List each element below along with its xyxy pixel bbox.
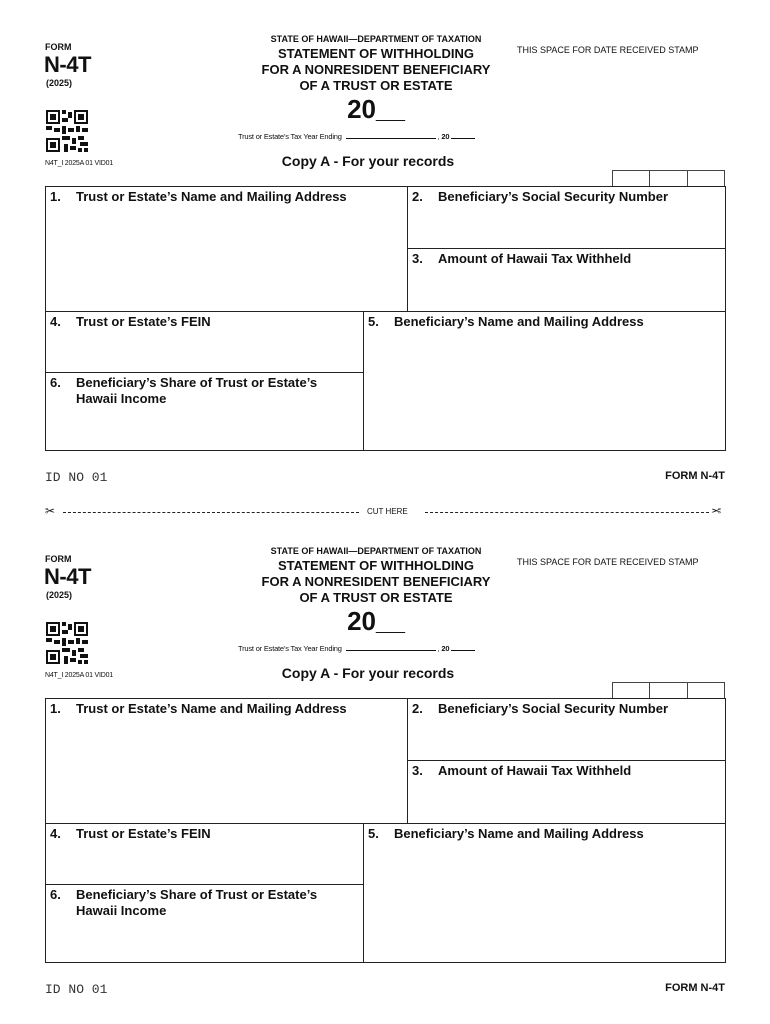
field-label: Trust or Estate’s Name and Mailing Address (76, 701, 347, 716)
field-label: Beneficiary’s Social Security Number (438, 189, 669, 204)
year-field[interactable]: 20__ (347, 94, 405, 124)
field-number: 4. (50, 314, 61, 329)
form-year: (2025) (46, 590, 73, 600)
tax-year-ending (238, 644, 475, 653)
copy-label: Copy A - For your records (281, 665, 455, 681)
form-label: FORM (45, 42, 72, 52)
field-number: 5. (368, 826, 379, 841)
form-title (200, 558, 552, 606)
stamp-space-label: THIS SPACE FOR DATE RECEIVED STAMP (517, 557, 699, 567)
field-6-beneficiary-share[interactable] (46, 373, 364, 450)
field-number: 6. (50, 887, 61, 902)
form-copy-top (0, 0, 770, 500)
id-number: ID NO 01 (45, 470, 108, 485)
tax-year-ending-label: Trust or Estate’s Tax Year Ending (238, 644, 342, 653)
department-name: STATE OF HAWAII—DEPARTMENT OF TAXATION (270, 546, 482, 556)
stamp-box (688, 683, 724, 698)
form-fields-grid (45, 698, 726, 963)
field-number: 1. (50, 189, 61, 204)
form-label: FORM (45, 554, 72, 564)
doc-id: N4T_I 2025A 01 VID01 (45, 672, 113, 679)
form-footer: FORM N-4T (665, 982, 725, 994)
field-5-beneficiary-name-address[interactable] (364, 823, 725, 962)
stamp-space-label: THIS SPACE FOR DATE RECEIVED STAMP (517, 45, 699, 55)
stamp-box (650, 171, 687, 186)
field-2-beneficiary-ssn[interactable] (408, 187, 725, 249)
title-line: OF A TRUST OR ESTATE (299, 590, 453, 605)
form-number: N-4T (44, 564, 91, 589)
title-line: STATEMENT OF WITHHOLDING (278, 558, 474, 573)
field-5-beneficiary-name-address[interactable] (364, 311, 725, 450)
field-label: Trust or Estate’s Name and Mailing Address (76, 189, 347, 204)
tax-year-ending (238, 132, 475, 141)
form-year: (2025) (46, 78, 73, 88)
form-footer: FORM N-4T (665, 470, 725, 482)
doc-id: N4T_I 2025A 01 VID01 (45, 160, 113, 167)
field-3-hawaii-tax-withheld[interactable] (408, 761, 725, 823)
id-number: ID NO 01 (45, 982, 108, 997)
form-title (200, 46, 552, 94)
department-name: STATE OF HAWAII—DEPARTMENT OF TAXATION (270, 34, 482, 44)
tax-year-ending-comma: , (437, 644, 440, 653)
field-number: 3. (412, 763, 423, 778)
field-6-beneficiary-share[interactable] (46, 885, 364, 962)
title-line: STATEMENT OF WITHHOLDING (278, 46, 474, 61)
field-label: Beneficiary’s Name and Mailing Address (394, 314, 644, 329)
field-label: Amount of Hawaii Tax Withheld (438, 763, 632, 778)
field-2-beneficiary-ssn[interactable] (408, 699, 725, 761)
stamp-boxes (612, 682, 725, 698)
field-number: 6. (50, 375, 61, 390)
field-label: Amount of Hawaii Tax Withheld (438, 251, 632, 266)
field-1-trust-name-address[interactable] (46, 699, 408, 823)
field-number: 4. (50, 826, 61, 841)
field-label: Beneficiary’s Share of Trust or Estate’s Hawaii Income (76, 375, 318, 406)
title-line: OF A TRUST OR ESTATE (299, 78, 453, 93)
tax-year-ending-line[interactable] (346, 138, 436, 139)
copy-label: Copy A - For your records (281, 153, 455, 169)
field-1-trust-name-address[interactable] (46, 187, 408, 311)
field-number: 3. (412, 251, 423, 266)
field-4-trust-fein[interactable] (46, 311, 364, 373)
title-line: FOR A NONRESIDENT BENEFICIARY (261, 62, 491, 77)
field-label: Beneficiary’s Share of Trust or Estate’s Hawaii Income (76, 887, 318, 918)
stamp-box (688, 171, 724, 186)
field-number: 5. (368, 314, 379, 329)
title-line: FOR A NONRESIDENT BENEFICIARY (261, 574, 491, 589)
field-3-hawaii-tax-withheld[interactable] (408, 249, 725, 311)
field-label: Trust or Estate’s FEIN (76, 314, 211, 329)
stamp-box (613, 171, 650, 186)
field-number: 2. (412, 701, 423, 716)
tax-year-ending-label: Trust or Estate’s Tax Year Ending (238, 132, 342, 141)
year-field[interactable]: 20__ (347, 606, 405, 636)
tax-year-century: 20 (441, 644, 450, 653)
stamp-boxes (612, 170, 725, 186)
stamp-box (613, 683, 650, 698)
tax-year-ending-line[interactable] (346, 650, 436, 651)
form-number: N-4T (44, 52, 91, 77)
field-4-trust-fein[interactable] (46, 823, 364, 885)
qr-code-icon (46, 622, 88, 664)
qr-code-icon (46, 110, 88, 152)
tax-year-ending-comma: , (437, 132, 440, 141)
tax-year-line[interactable] (451, 650, 475, 651)
scissors-icon: ✂ (711, 504, 722, 518)
field-label: Beneficiary’s Social Security Number (438, 701, 669, 716)
tax-year-century: 20 (441, 132, 450, 141)
tax-year-line[interactable] (451, 138, 475, 139)
field-label: Trust or Estate’s FEIN (76, 826, 211, 841)
field-number: 1. (50, 701, 61, 716)
form-fields-grid (45, 186, 726, 451)
form-copy-bottom (0, 512, 770, 1012)
stamp-box (650, 683, 687, 698)
cut-here-label: CUT HERE (363, 507, 412, 516)
field-label: Beneficiary’s Name and Mailing Address (394, 826, 644, 841)
field-number: 2. (412, 189, 423, 204)
scissors-icon: ✂ (45, 504, 56, 518)
